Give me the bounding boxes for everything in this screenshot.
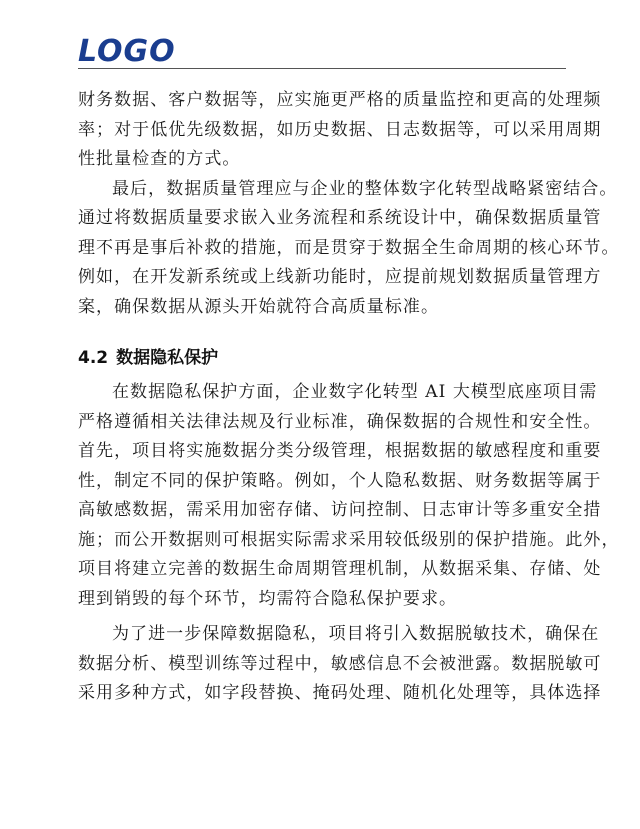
text-line: 理不再是事后补救的措施，而是贯穿于数据全生命周期的核心环节。 — [78, 237, 620, 258]
text-line: 数据分析、模型训练等过程中，敏感信息不会被泄露。数据脱敏可 — [78, 653, 602, 674]
logo: LOGO — [78, 34, 176, 69]
section-heading — [78, 344, 566, 372]
text-line: 通过将数据质量要求嵌入业务流程和系统设计中，确保数据质量管 — [78, 208, 602, 228]
text-line: 项目将建立完善的数据生命周期管理机制，从数据采集、存储、处 — [78, 559, 602, 579]
text-line: 理到销毁的每个环节，均需符合隐私保护要求。 — [78, 588, 458, 609]
text-line: 性批量检查的方式。 — [78, 149, 241, 169]
text-line: 案，确保数据从源头开始就符合高质量标准。 — [78, 296, 439, 317]
section-title: 数据隐私保护 — [116, 348, 219, 368]
text-line: 严格遵循相关法律法规及行业标准，确保数据的合规性和安全性。 — [78, 411, 602, 432]
text-line: 施；而公开数据则可根据实际需求采用较低级别的保护措施。此外， — [78, 529, 620, 550]
header-divider — [78, 68, 566, 69]
section-number: 4.2 — [78, 348, 109, 368]
page-header — [0, 0, 640, 72]
text-line: 财务数据、客户数据等，应实施更严格的质量监控和更高的处理频 — [78, 90, 602, 110]
document-body — [78, 86, 620, 709]
text-line: 性，制定不同的保护策略。例如，个人隐私数据、财务数据等属于 — [78, 470, 602, 491]
text-line: 最后，数据质量管理应与企业的整体数字化转型战略紧密结合。 — [112, 178, 618, 199]
text-line: 首先，项目将实施数据分类分级管理，根据数据的敏感程度和重要 — [78, 441, 602, 461]
text-line: 例如，在开发新系统或上线新功能时，应提前规划数据质量管理方 — [78, 267, 602, 287]
text-line: 为了进一步保障数据隐私，项目将引入数据脱敏技术，确保在 — [112, 624, 600, 644]
text-line: 率；对于低优先级数据，如历史数据、日志数据等，可以采用周期 — [78, 119, 602, 140]
text-line: 高敏感数据，需采用加密存储、访问控制、日志审计等多重安全措 — [78, 500, 602, 520]
paragraph-privacy-overview — [78, 378, 620, 614]
text-line: 采用多种方式，如字段替换、掩码处理、随机化处理等，具体选择 — [78, 683, 602, 703]
text-line: 在数据隐私保护方面，企业数字化转型 AI 大模型底座项目需 — [112, 382, 598, 402]
paragraph-quality-strategy — [78, 175, 620, 323]
paragraph-quality-priority — [78, 86, 602, 175]
paragraph-data-masking — [78, 620, 602, 709]
